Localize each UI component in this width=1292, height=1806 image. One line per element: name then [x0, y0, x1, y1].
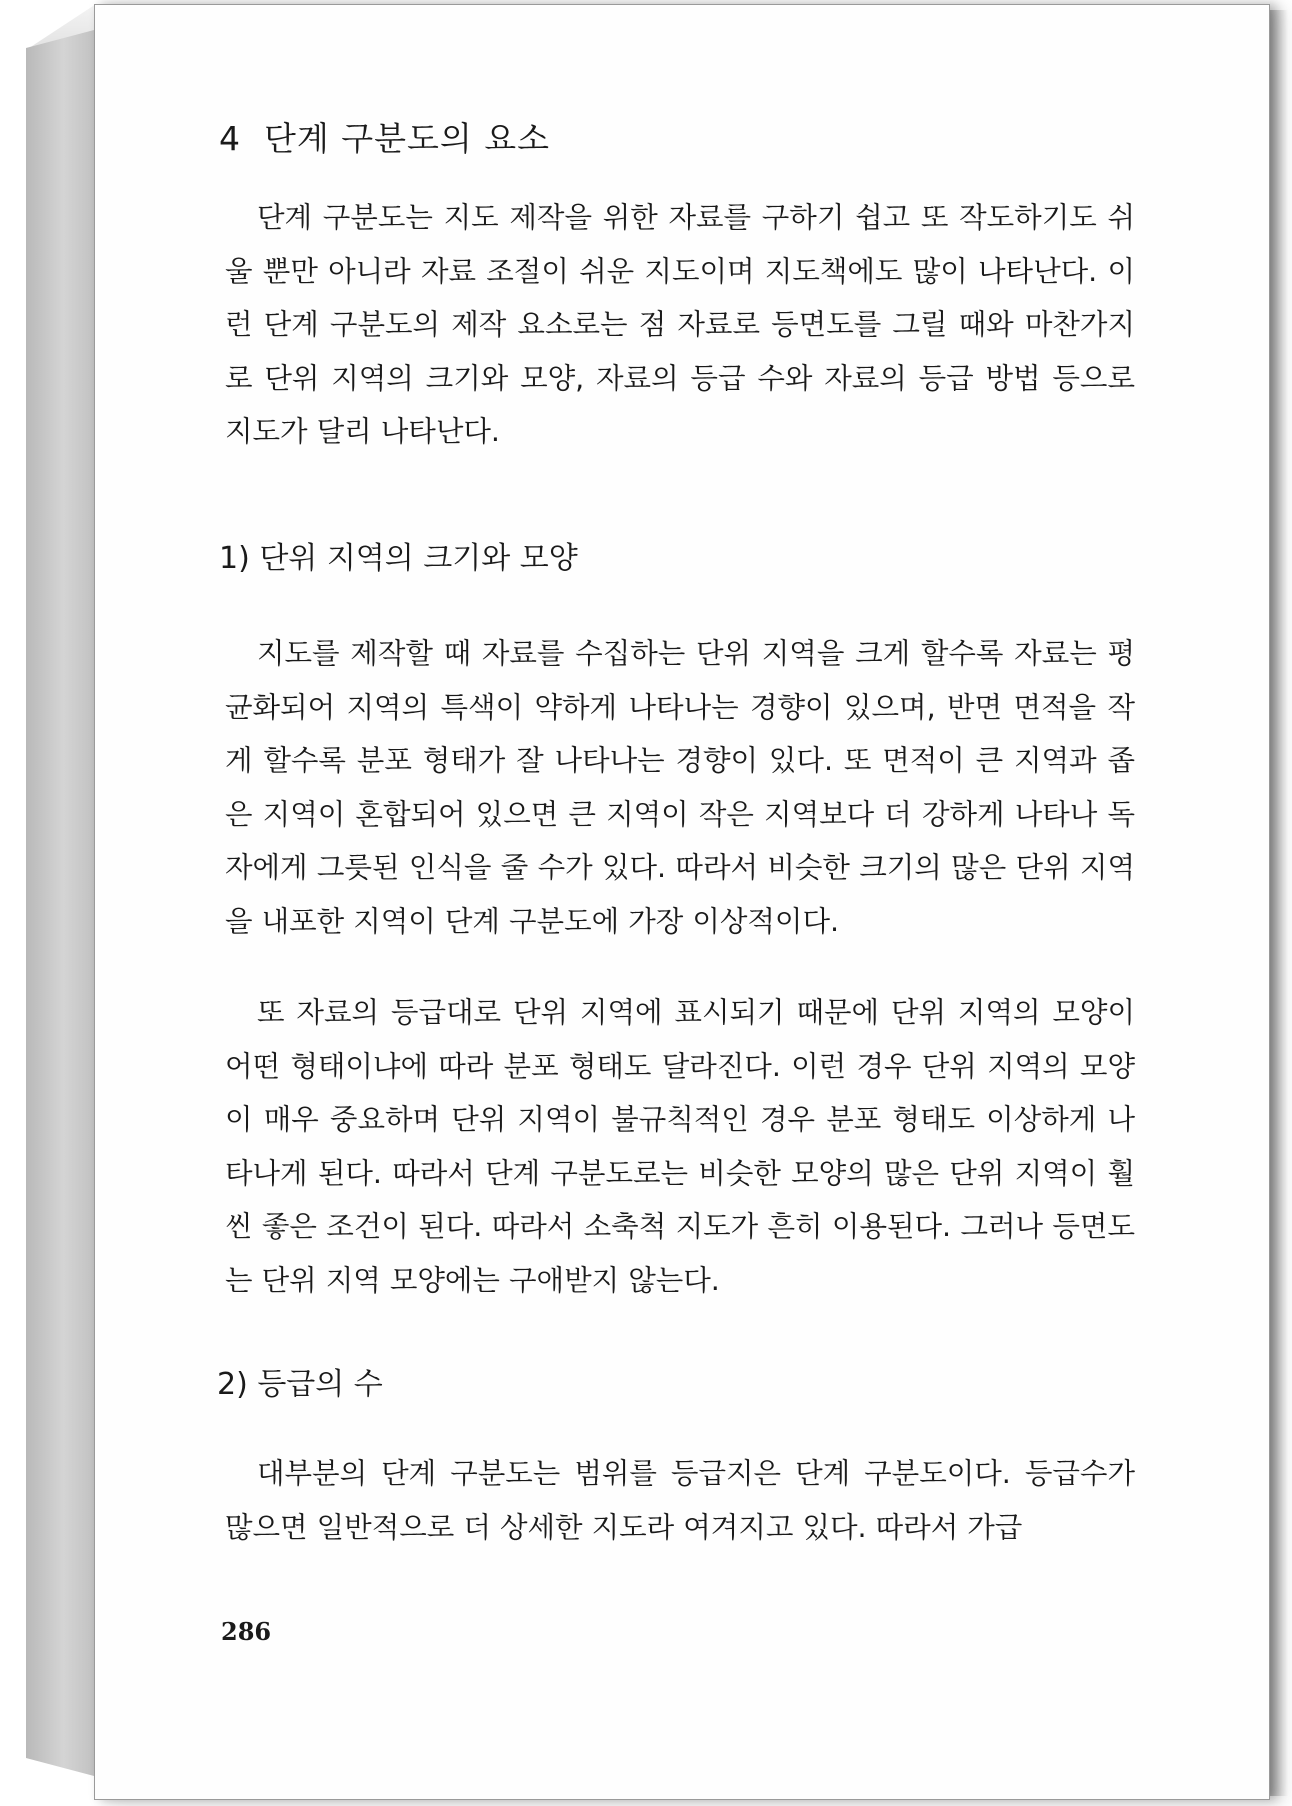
unit-area-paragraph-1: 지도를 제작할 때 자료를 수집하는 단위 지역을 크게 할수록 자료는 평균화되어 지역의 특색이 약하게 나타나는 경향이 있으며, 반면 면적을 작게 할수록 분포 형태가 잘 나타나는 경향이 있다. 또 면적이 큰 지역과 좁은 지역이 혼합되어 있으면 큰 지역이 작은 지역보다 더 강하게 나타나 독자에게 그릇된 인식을 줄 수가 있다. 따라서 비슷한 크기의 많은 단위 지역을 내포한 지역이 단계 구분도에 가장 이상적이다. — [225, 637, 1135, 938]
subsection-title-class-count: 2) 등급의 수 — [217, 1367, 383, 1402]
page-number: 286 — [221, 1617, 272, 1646]
section-title: 4 단계 구분도의 요소 — [219, 119, 550, 158]
unit-area-paragraph-2: 또 자료의 등급대로 단위 지역에 표시되기 때문에 단위 지역의 모양이 어떤 형태이냐에 따라 분포 형태도 달라진다. 이런 경우 단위 지역의 모양이 매우 중요하며 단위 지역이 불규칙적인 경우 분포 형태도 이상하게 나타나게 된다. 따라서 단계 구분도로는 비슷한 모양의 많은 단위 지역이 훨씬 좋은 조건이 된다. 따라서 소축척 지도가 흔히 이용된다. 그러나 등면도는 단위 지역 모양에는 구애받지 않는다. — [225, 996, 1135, 1297]
page-shadow — [1270, 10, 1288, 1796]
class-count-paragraph-1: 대부분의 단계 구분도는 범위를 등급지은 단계 구분도이다. 등급수가 많으면 일반적으로 더 상세한 지도라 여겨지고 있다. 따라서 가급 — [225, 1457, 1135, 1544]
intro-paragraph: 단계 구분도는 지도 제작을 위한 자료를 구하기 쉽고 또 작도하기도 쉬울 뿐만 아니라 자료 조절이 쉬운 지도이며 지도책에도 많이 나타난다. 이런 단계 구분도의 제작 요소로는 점 자료로 등면도를 그릴 때와 마찬가지로 단위 지역의 크기와 모양, 자료의 등급 수와 자료의 등급 방법 등으로 지도가 달리 나타난다. — [225, 201, 1135, 449]
subsection-title-unit-area: 1) 단위 지역의 크기와 모양 — [219, 541, 578, 576]
book-spine — [26, 30, 94, 1776]
book-page — [94, 4, 1270, 1800]
